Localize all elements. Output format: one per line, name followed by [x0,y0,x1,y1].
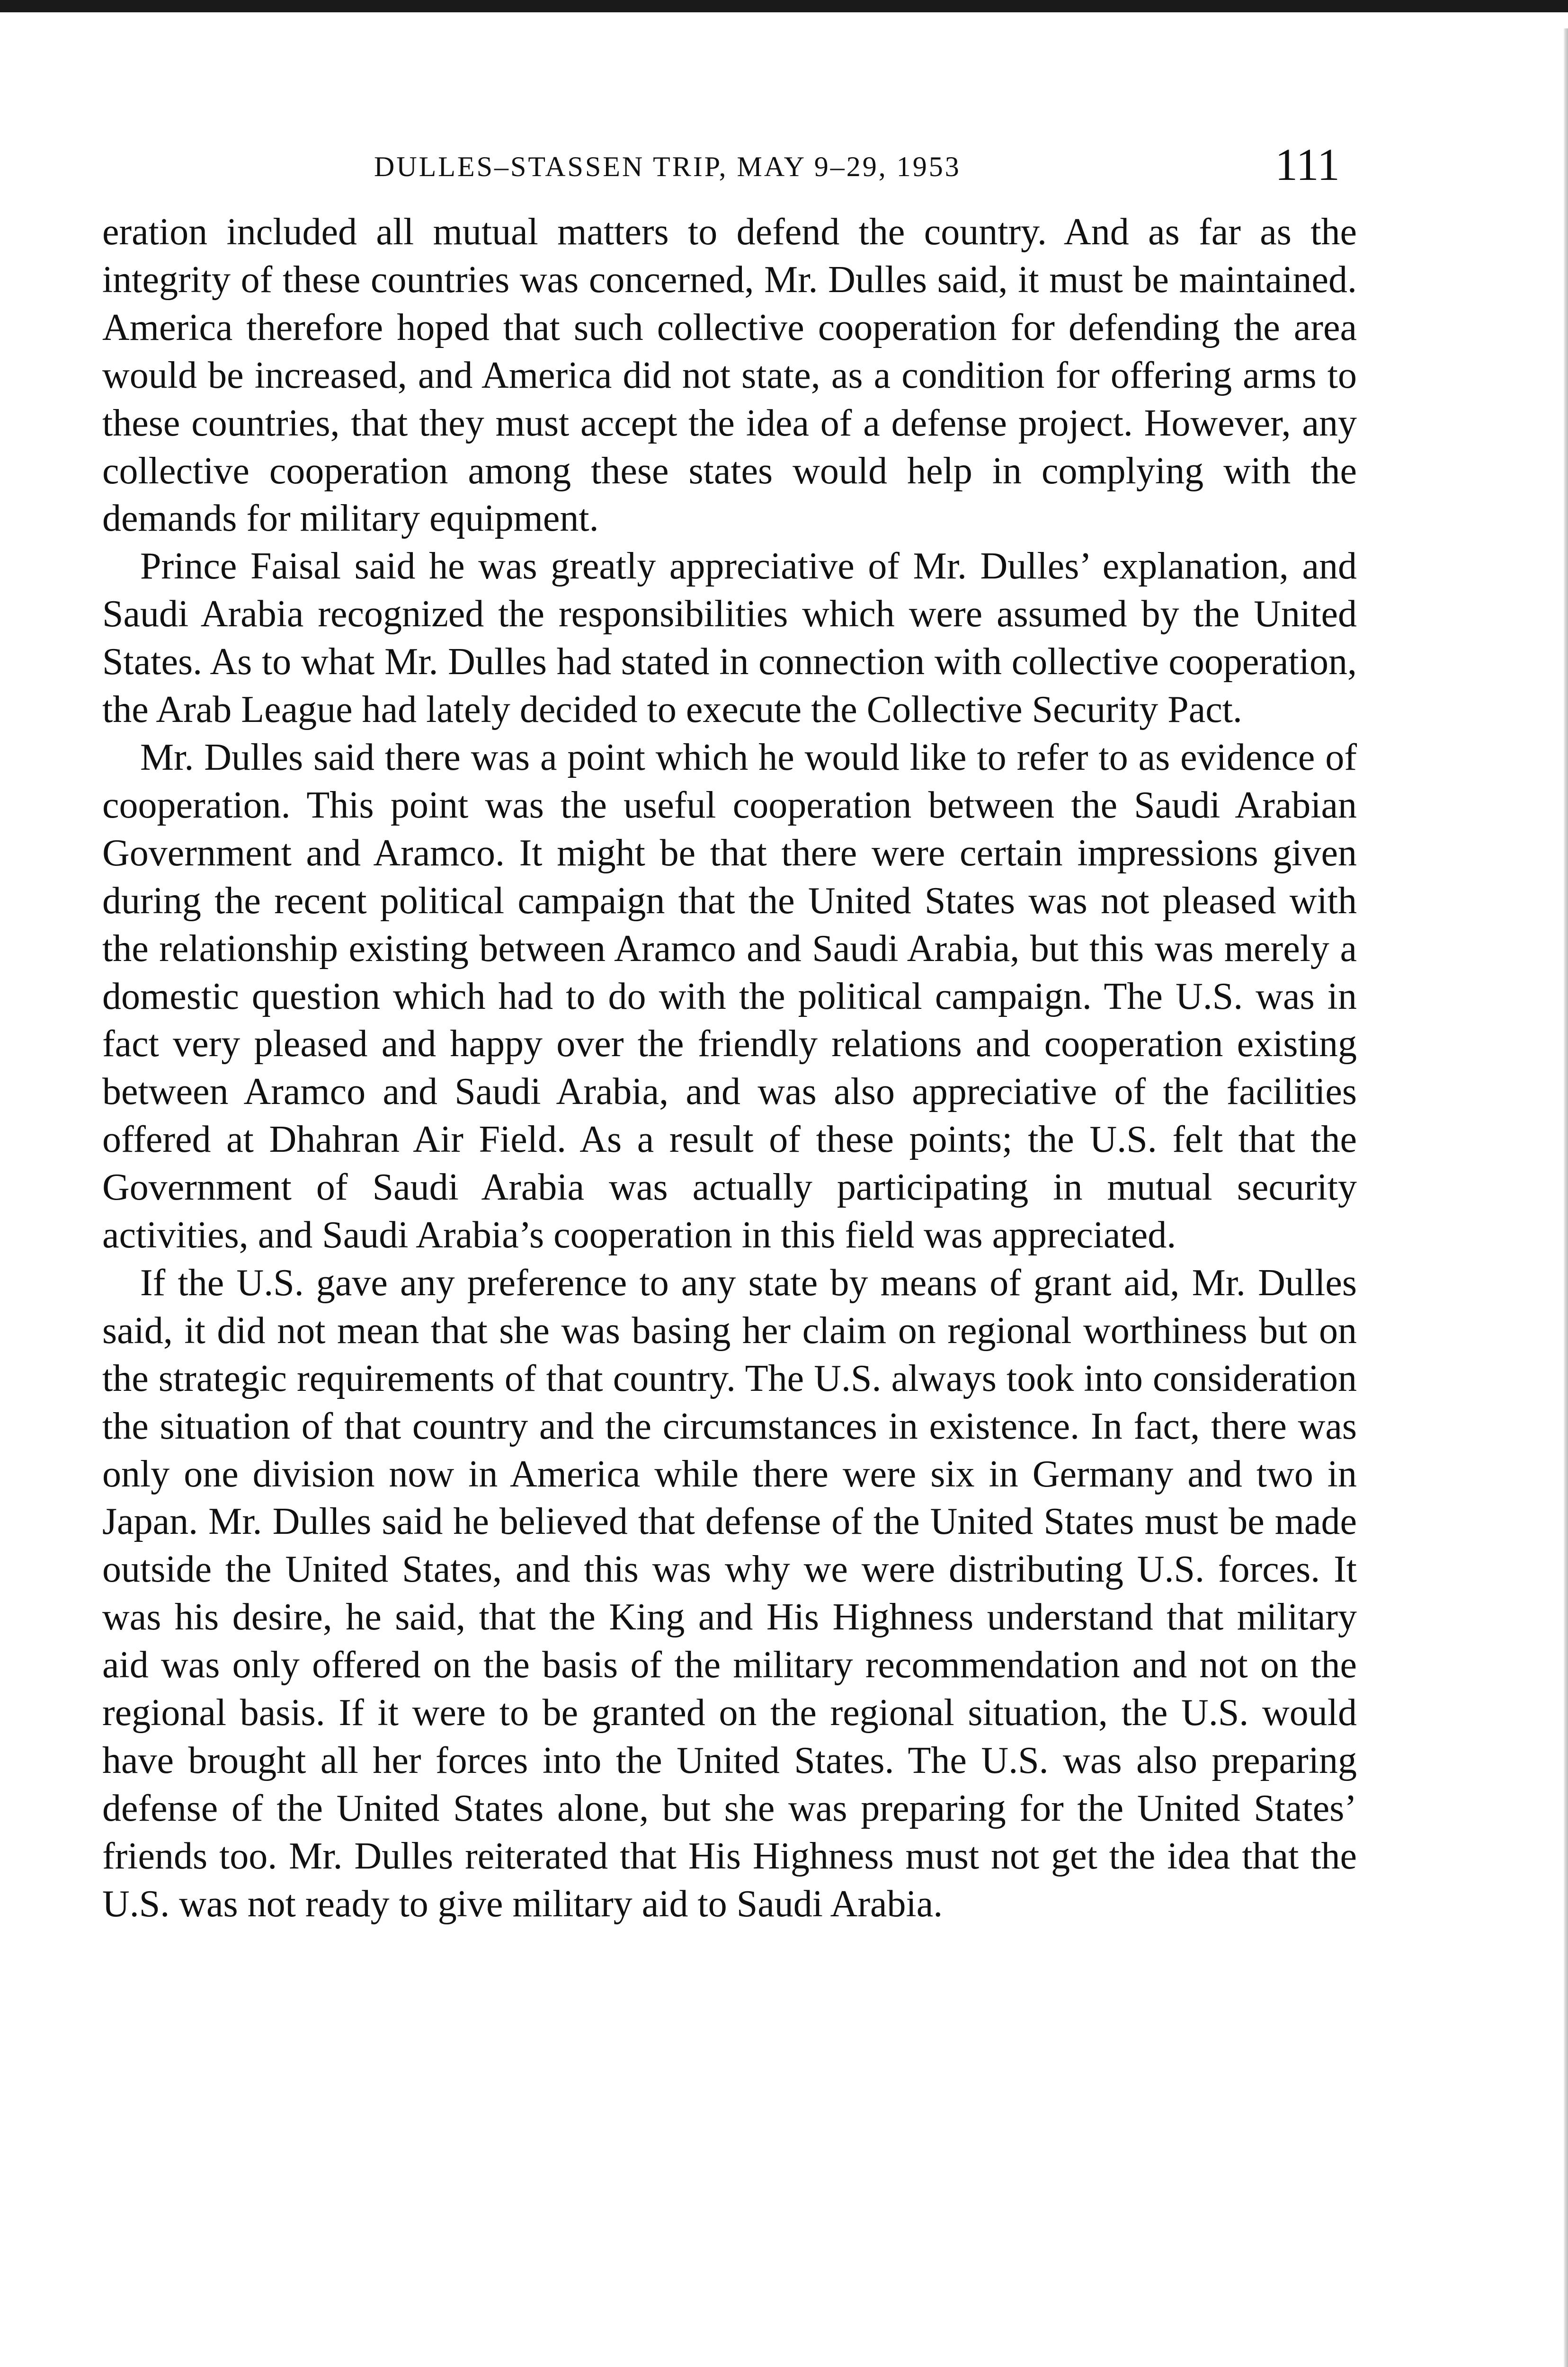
body-text [102,208,1357,1928]
running-head: DULLES–STASSEN TRIP, MAY 9–29, 1953 [374,151,961,182]
page-header [374,139,1368,199]
page-number: 111 [1275,139,1340,190]
paragraph-prince-faisal: Prince Faisal said he was greatly appreciative of Mr. Dulles’ explanation, and Saudi Arabia recognized the responsibilities which were assumed by the United States. As to what Mr. Dulles had stated in connection with collective cooperation, the Arab League had lately decided to execute the Collective Security Pact. [102,545,1357,731]
paragraph-grant-aid: If the U.S. gave any preference to any state by means of grant aid, Mr. Dulles said, it did not mean that she was basing her claim on regional worthiness but on the strategic requirements of that country. The U.S. always took into consideration the situation of that country and the circumstances in existence. In fact, there was only one division now in America while there were six in Germany and two in Japan. Mr. Dulles said he believed that defense of the United States must be made outside the United States, and this was why we were distributing U.S. forces. It was his desire, he said, that the King and His Highness understand that military aid was only offered on the basis of the military recommendation and not on the regional basis. If it were to be granted on the regional situation, the U.S. would have brought all her forces into the United States. The U.S. was also preparing defense of the United States alone, but she was preparing for the United States’ friends too. Mr. Dulles reiterated that His Highness must not get the idea that the U.S. was not ready to give military aid to Saudi Arabia. [102,1262,1357,1925]
paragraph-continuation: eration included all mutual matters to defend the country. And as far as the integrity of these countries was concerned, Mr. Dulles said, it must be maintained. America therefore hoped that such collective cooperation for defending the area would be increased, and America did not state, as a condition for offering arms to these countries, that they must accept the idea of a defense project. However, any collective cooperation among these states would help in complying with the demands for military equipment. [102,211,1357,540]
top-border-rule [0,0,1568,12]
paragraph-aramco-cooperation: Mr. Dulles said there was a point which he would like to refer to as evidence of cooperation. This point was the useful cooperation between the Saudi Arabian Government and Aramco. It might be that there were certain impressions given during the recent political campaign that the United States was not pleased with the relationship existing between Aramco and Saudi Arabia, but this was merely a domestic question which had to do with the political campaign. The U.S. was in fact very pleased and happy over the friendly relations and cooperation existing between Aramco and Saudi Arabia, and was also appreciative of the facilities offered at Dhahran Air Field. As a result of these points; the U.S. felt that the Government of Saudi Arabia was actually participating in mutual security activities, and Saudi Arabia’s cooperation in this field was appreciated. [102,736,1357,1256]
page-edge-shadow [1563,28,1568,2367]
